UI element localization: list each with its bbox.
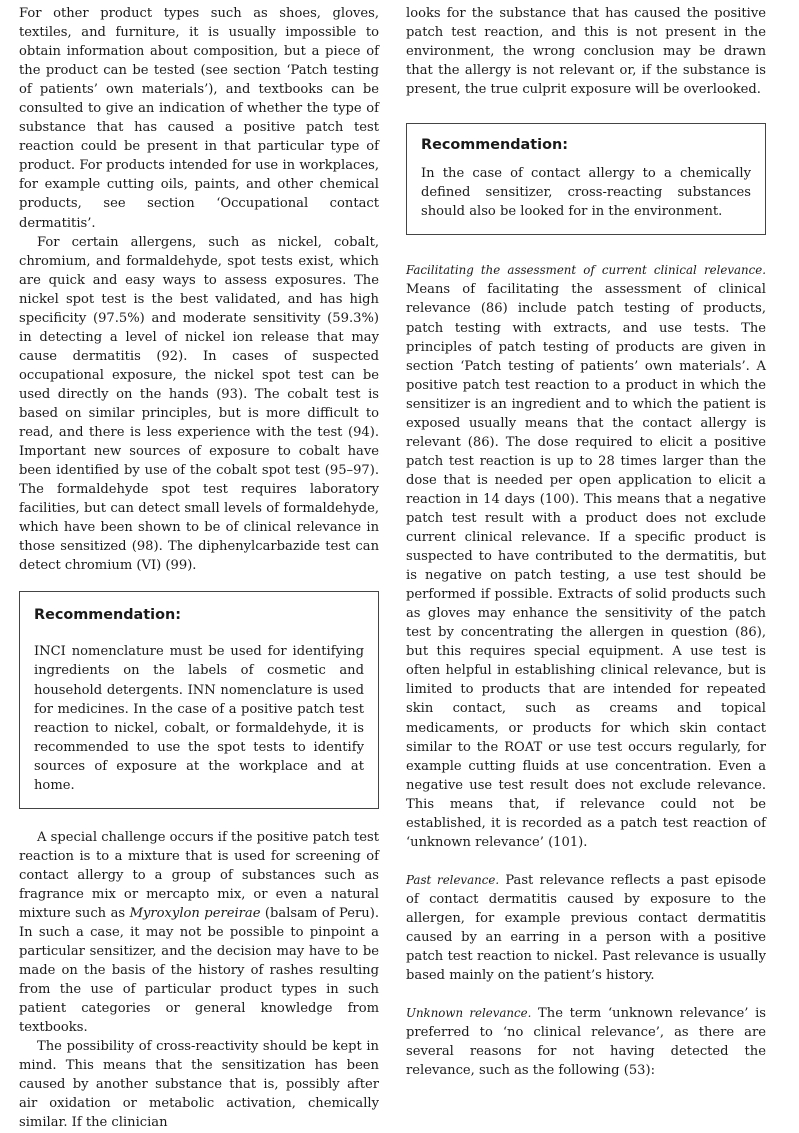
paragraph-product-types: For other product types such as shoes, gloves, textiles, and furniture, it is usually impossible to obtain information about composition, but a piece of the product can be tested (see section ‘Patch testing of patients’ own materials’), and textbooks can be consulted to give an indication of whether the type of substance that has caused a positive patch test reaction could be present in that particular type of product. For products intended for use in workplaces, for example cutting oils, paints, and other chemical products, see section ‘Occupational contact dermatitis’. [19, 6, 379, 231]
left-column [19, 4, 379, 1133]
text-segment: (balsam of Peru). In such a case, it may not be possible to pinpoint a particular sensitizer, and the decision may have to be made on the basis of the history of rashes resulting from the use of particular product types in such patient categories or general knowledge from textbooks. [19, 905, 379, 1036]
text-segment: Means of facilitating the assessment of clinical relevance (86) include patch testing of products, patch testing with extracts, and use tests. The principles of patch testing of products are given in section ‘Patch testing of patients’ own materials’. A positive patch test reaction to a product in which the sensitizer is an ingredient and to which the patient is exposed usually means that the contact allergy is relevant (86). The dose required to elicit a positive patch test reaction is up to 28 times larger than the dose that is needed per open application to elicit a reaction in 14 days (100). This means that a negative patch test result with a product does not exclude current clinical relevance. If a specific product is suspected to have contributed to the dermatitis, but is negative on patch testing, a use test should be performed if possible. Extracts of solid products such as gloves may enhance the sensitivity of the patch test by concentrating the allergen in question (86), but this requires special equipment. A use test is often helpful in establishing clinical relevance, but is limited to products that are intended for repeated skin contact, such as creams and topical medicaments, or products for which skin contact similar to the ROAT or use test occurs regularly, for example cutting fluids at use concentration. Even a negative use test result does not exclude relevance. This means that, if relevance could not be established, it is recorded as a patch test reaction of ‘unknown relevance’ (101). [406, 282, 766, 850]
text-segment: Past relevance reflects a past episode of contact dermatitis caused by exposure to the allergen, for example previous contact dermatitis caused by an earring in a person with a positive patch test reaction to nickel. Past relevance is usually based mainly on the patient’s history. [406, 872, 766, 984]
paragraph-current-relevance [406, 261, 766, 851]
paragraph-spot-tests: For certain allergens, such as nickel, cobalt, chromium, and formaldehyde, spot tests exist, which are quick and easy ways to assess exposures. The nickel spot test is the best validated, and has high specificity (97.5%) and moderate sensitivity (59.3%) in detecting a level of nickel ion release that may cause dermatitis (92). In cases of suspected occupational exposure, the nickel spot test can be used directly on the hands (93). The cobalt test is based on similar principles, but is more difficult to read, and there is less experience with the test (94). Important new sources of exposure to cobalt have been identified by use of the cobalt spot test (95–97). The formaldehyde spot test requires laboratory facilities, but can detect small levels of formaldehyde, which have been shown to be of clinical relevance in those sensitized (98). The diphenylcarbazide test can detect chromium (VI) (99). [19, 234, 379, 574]
recommendation-title: Recommendation: [34, 607, 181, 624]
recommendation-text: INCI nomenclature must be used for identifying ingredients on the labels of cosmetic and household detergents. INN nomenclature is used for medicines. In the case of a positive patch test reaction to nickel, cobalt, or formaldehyde, it is recommended to use the spot tests to identify sources of exposure at the workplace and at home. [34, 644, 364, 793]
right-column [406, 4, 766, 1080]
paragraph-mixtures [19, 828, 379, 1038]
text-segment: The term ‘unknown relevance’ is preferred to ‘no clinical relevance’, as there are several reasons for not having detected the relevance, such as the following (53): [406, 1006, 766, 1079]
paragraph-cross-reactivity: The possibility of cross-reactivity should be kept in mind. This means that the sensitization has been caused by another substance that is, possibly after air oxidation or metabolic activation, chemically similar. If the clinician [19, 1039, 379, 1131]
recommendation-title: Recommendation: [421, 137, 568, 154]
recommendation-box [406, 123, 766, 235]
paragraph-continued: looks for the substance that has caused the positive patch test reaction, and this is not present in the environment, the wrong conclusion may be drawn that the allergy is not relevant or, if the substance is present, the true culprit exposure will be overlooked. [406, 6, 766, 98]
species-name: Myroxylon pereirae [129, 905, 261, 921]
paragraph-past-relevance [406, 871, 766, 985]
run-in-heading: Unknown relevance. [406, 1006, 532, 1021]
paragraph-unknown-relevance [406, 1004, 766, 1080]
recommendation-box [19, 591, 379, 808]
text-segment: A special challenge occurs if the positive patch test reaction is to a mixture that is used for screening of contact allergy to a group of substances such as fragrance mix or mercapto mix, or even a natural mixture such as [19, 829, 379, 921]
recommendation-text: In the case of contact allergy to a chemically defined sensitizer, cross-reacting substances should also be looked for in the environment. [421, 166, 751, 220]
run-in-heading: Facilitating the assessment of current clinical relevance. [406, 263, 766, 278]
run-in-heading: Past relevance. [406, 872, 500, 887]
